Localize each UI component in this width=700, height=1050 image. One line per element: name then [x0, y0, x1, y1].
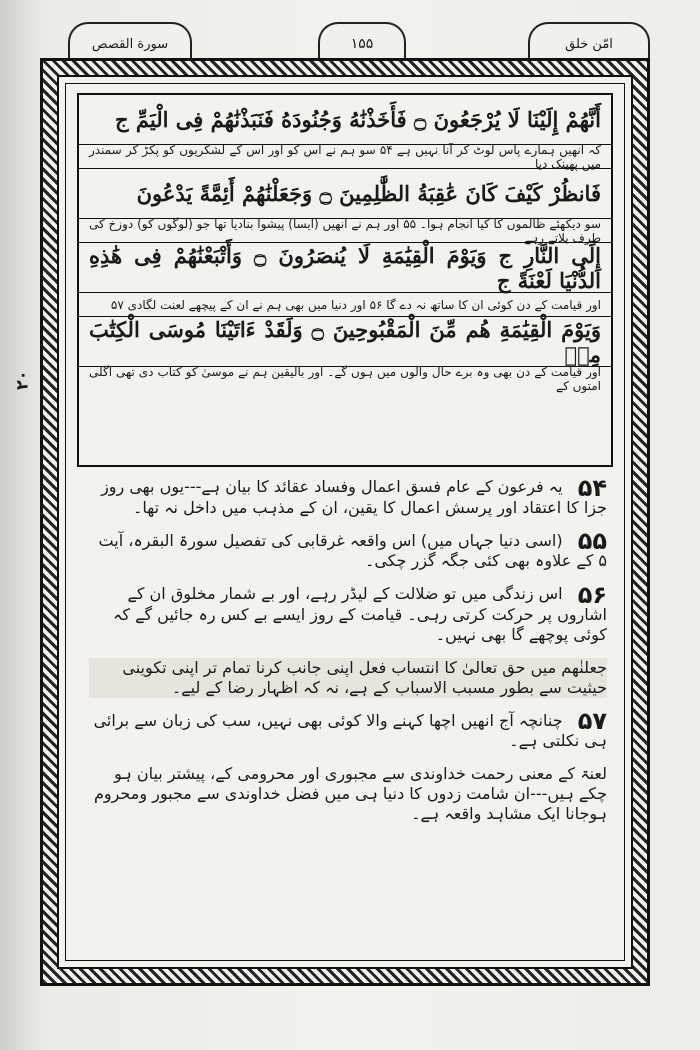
para-side-label: ۲۰	[12, 370, 32, 390]
note-text: لعنۃ کے معنی رحمت خداوندی سے مجبوری اور محرومی کے، پیشتر بیان ہو چکے ہیں---ان شامت زدوں کا دنیا ہی میں فضل خداوندی سے مجبور ومحروم ہوجانا ایک مشاہد واقعہ ہے۔	[93, 764, 607, 823]
verse-translation: اور قیامت کے دن بھی وہ برے حال والوں میں ہوں گے۔ اور بالیقین ہم نے موسیٰ کو کتاب دی تھی اگلی امتوں کے	[89, 365, 601, 393]
note-number: ۵۵	[577, 527, 607, 555]
arabic-verse: إِلَى النَّارِ ج وَيَوْمَ الْقِيَٰمَةِ لَا يُنصَرُونَ ۝ وَأَتْبَعْنَٰهُمْ فِى هَٰذِهِ الدُّنْيَا لَعْنَةً ج	[79, 243, 611, 293]
note-number: ۵۶	[577, 580, 607, 609]
commentary-note	[89, 527, 607, 572]
verse-translation: سو دیکھئے ظالموں کا کیا انجام ہوا۔ ۵۵ اور ہم نے انھیں (ایسا) پیشوا بنادیا تھا جو (لوگوں کو) دوزخ کی طرف بلاتے رہے	[79, 219, 611, 243]
commentary-note	[89, 580, 607, 645]
note-number: ۵۴	[577, 473, 607, 502]
commentary-note	[89, 764, 607, 824]
content-frame	[57, 75, 633, 969]
commentary-section	[89, 473, 607, 947]
note-text: جعلنٰھم میں حق تعالیٰ کا انتساب فعل اپنی جانب کرنا تمام تر اپنی تکوینی حیثیت سے بطور مسبب الاسباب کے ہے، نہ کہ اظہار رضا کے لیے۔	[122, 657, 607, 697]
surah-name: سورة القصص	[91, 36, 169, 52]
commentary-note	[89, 473, 607, 518]
note-text: یہ فرعون کے عام فسق اعمال وفساد عقائد کا بیان ہے---یوں بھی روز جزا کا اعتقاد اور پرسش اعمال کا یقین، ان کے مذہب میں داخل نہ تھا۔	[101, 477, 607, 517]
note-text: چنانچہ آج انھیں اچھا کہنے والا کوئی بھی نہیں، سب کی زبان سے برائی ہی نکلتی ہے۔	[93, 710, 607, 750]
note-text: اس زندگی میں تو ضلالت کے لیڈر رہے، اور بے شمار مخلوق ان کے اشاروں پر حرکت کرتی رہی۔ قیامت کے روز ایسے بے کس رہ جائیں گے کہ کوئی پوچھے گا بھی نہیں۔	[112, 584, 607, 644]
decorative-border	[40, 58, 650, 986]
verse-translation: اور قیامت کے دن کوئی ان کا ساتھ نہ دے گا ۵۶ اور دنیا میں بھی ہم نے ان کے پیچھے لعنت لگادی ۵۷	[79, 293, 611, 317]
arabic-verse: أَنَّهُمْ إِلَيْنَا لَا يُرْجَعُونَ ۝ فَأَخَذْنَٰهُ وَجُنُودَهُ فَنَبَذْنَٰهُمْ فِى الْيَمِّ ج	[79, 95, 611, 145]
commentary-note	[89, 707, 607, 752]
arabic-verse: وَيَوْمَ الْقِيَٰمَةِ هُم مِّنَ الْمَقْبُوحِينَ ۝ وَلَقَدْ ءَاتَيْنَا مُوسَى الْكِتَٰبَ مِنۢ	[79, 317, 611, 367]
page-number: ۱۵۵	[350, 36, 374, 52]
verse-box	[77, 93, 613, 467]
para-name: امّن خلق	[565, 36, 613, 52]
commentary-note	[89, 658, 607, 698]
note-text: (اسی دنیا جہاں میں) اس واقعہ غرقابی کی تفصیل سورۃ البقرہ، آیت ۵ کے علاوہ بھی کئی جگہ گزر چکی۔	[98, 530, 607, 570]
note-number: ۵۷	[577, 707, 607, 735]
verse-translation: کہ انھیں ہمارے پاس لوٹ کر آنا نہیں ہے ۵۴ سو ہم نے اس کو اور اس کے لشکریوں کو پکڑ کر سمندر میں پھینک دیا	[79, 145, 611, 169]
arabic-verse: فَانظُرْ كَيْفَ كَانَ عَٰقِبَةُ الظَّٰلِمِينَ ۝ وَجَعَلْنَٰهُمْ أَئِمَّةً يَدْعُونَ	[79, 169, 611, 219]
